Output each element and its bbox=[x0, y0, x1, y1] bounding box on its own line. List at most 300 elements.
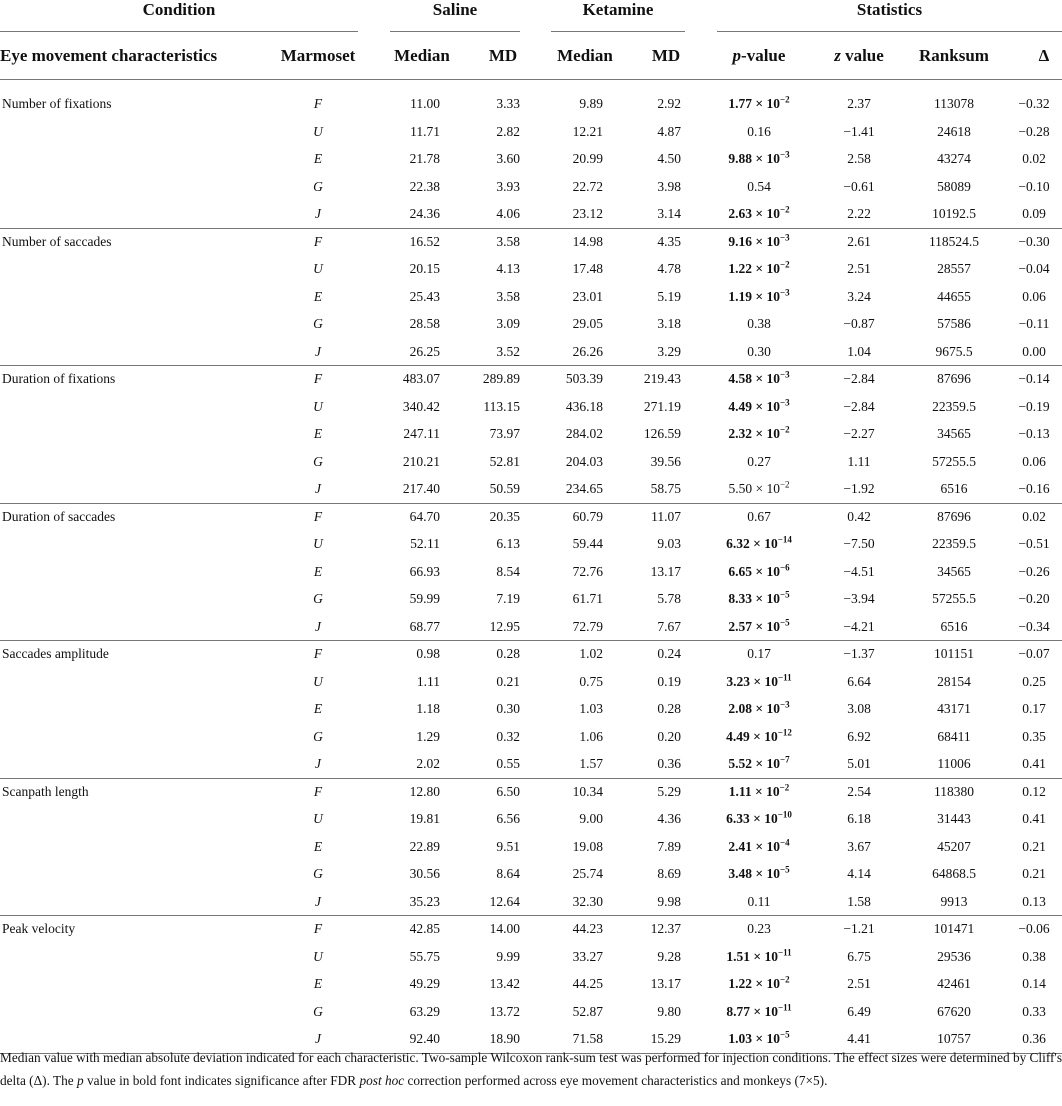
z-value-cell: 6.64 bbox=[847, 673, 871, 689]
group-divider bbox=[0, 640, 1062, 641]
marmoset-cell: G bbox=[313, 728, 323, 744]
ketamine-median-cell: 52.87 bbox=[572, 1003, 603, 1019]
delta-cell: −0.13 bbox=[1018, 426, 1050, 441]
marmoset-cell: E bbox=[313, 288, 323, 304]
saline-median-cell: 22.38 bbox=[409, 178, 440, 194]
saline-md-cell: 3.09 bbox=[496, 316, 520, 331]
ranksum-cell: 45207 bbox=[937, 838, 971, 854]
p-value-base: 1.19 × 10 bbox=[728, 288, 780, 304]
p-value-cell bbox=[706, 893, 812, 911]
z-value-cell: −4.51 bbox=[843, 563, 875, 579]
z-value-cell: 2.51 bbox=[847, 976, 871, 991]
header-rule bbox=[0, 79, 1062, 80]
p-value-cell bbox=[706, 1003, 812, 1021]
marmoset-cell: E bbox=[313, 701, 323, 716]
saline-md-cell: 20.35 bbox=[489, 508, 520, 524]
ketamine-md-cell: 126.59 bbox=[643, 426, 681, 441]
header-delta: Δ bbox=[1038, 46, 1050, 65]
z-value-cell: 2.22 bbox=[847, 206, 871, 221]
group-condition-label: Condition bbox=[142, 0, 216, 19]
ketamine-md-cell: 8.69 bbox=[657, 866, 681, 881]
ranksum-cell: 24618 bbox=[937, 123, 971, 139]
ranksum-cell: 9913 bbox=[940, 893, 968, 909]
saline-md-cell: 0.21 bbox=[496, 673, 520, 689]
p-value-base: 8.33 × 10 bbox=[728, 591, 780, 606]
group-saline-label: Saline bbox=[432, 0, 478, 19]
saline-median-cell: 68.77 bbox=[409, 618, 440, 634]
ketamine-md-cell: 271.19 bbox=[643, 398, 681, 414]
p-value-cell bbox=[706, 535, 812, 553]
ketamine-md-cell: 4.35 bbox=[657, 233, 681, 249]
saline-median-cell: 92.40 bbox=[409, 1031, 440, 1046]
ketamine-md-cell: 0.20 bbox=[657, 728, 681, 744]
footnote-p-italic: p bbox=[76, 1073, 84, 1088]
saline-md-cell: 3.93 bbox=[496, 178, 520, 194]
ranksum-cell: 57586 bbox=[937, 316, 971, 331]
z-value-cell: 6.75 bbox=[847, 948, 871, 964]
saline-median-cell: 22.89 bbox=[409, 838, 440, 854]
ketamine-md-cell: 11.07 bbox=[651, 508, 681, 524]
delta-cell: −0.16 bbox=[1018, 481, 1050, 496]
delta-cell: 0.17 bbox=[1022, 701, 1046, 716]
footnote-posthoc-italic: post hoc bbox=[359, 1073, 405, 1088]
p-value-exponent: −2 bbox=[779, 782, 790, 792]
saline-median-cell: 1.11 bbox=[416, 673, 440, 689]
ranksum-cell: 31443 bbox=[937, 811, 971, 826]
p-value-exponent: −5 bbox=[779, 1029, 790, 1040]
table-row bbox=[0, 535, 1062, 562]
ketamine-median-cell: 1.03 bbox=[579, 701, 603, 716]
p-value-base: 9.88 × 10 bbox=[728, 151, 780, 166]
z-value-cell: −1.37 bbox=[843, 646, 875, 661]
ketamine-median-cell: 1.02 bbox=[579, 646, 603, 661]
z-value-cell: 3.08 bbox=[847, 701, 871, 716]
delta-cell: 0.14 bbox=[1022, 976, 1046, 991]
p-value-base: 1.77 × 10 bbox=[728, 96, 780, 111]
saline-md-cell: 289.89 bbox=[482, 371, 520, 386]
table-row bbox=[0, 645, 1062, 672]
characteristic-cell: Scanpath length bbox=[2, 783, 89, 799]
saline-md-cell: 8.64 bbox=[496, 866, 520, 881]
p-value-cell bbox=[706, 700, 812, 718]
saline-md-cell: 73.97 bbox=[489, 426, 520, 441]
ketamine-md-cell: 9.03 bbox=[657, 536, 681, 551]
ranksum-cell: 64868.5 bbox=[932, 866, 976, 881]
delta-cell: −0.32 bbox=[1018, 96, 1050, 111]
delta-cell: −0.28 bbox=[1018, 123, 1050, 139]
p-value-base: 3.48 × 10 bbox=[728, 866, 780, 881]
z-value-cell: −1.21 bbox=[843, 921, 875, 936]
saline-median-cell: 483.07 bbox=[402, 371, 440, 386]
p-value-base: 0.54 bbox=[747, 178, 771, 194]
saline-median-cell: 16.52 bbox=[409, 233, 440, 249]
table-row bbox=[0, 700, 1062, 727]
z-value-cell: −1.41 bbox=[843, 123, 875, 139]
saline-md-cell: 50.59 bbox=[489, 481, 520, 496]
ketamine-md-cell: 3.29 bbox=[657, 343, 681, 359]
marmoset-cell: J bbox=[315, 481, 321, 496]
p-value-base: 6.65 × 10 bbox=[728, 563, 780, 579]
ketamine-median-cell: 25.74 bbox=[572, 866, 603, 881]
z-value-cell: 6.49 bbox=[847, 1003, 871, 1019]
delta-cell: 0.06 bbox=[1022, 453, 1046, 469]
ketamine-md-cell: 4.78 bbox=[657, 261, 681, 276]
marmoset-cell: E bbox=[313, 838, 323, 854]
delta-cell: 0.21 bbox=[1022, 866, 1046, 881]
characteristic-cell: Peak velocity bbox=[2, 921, 76, 936]
p-value-exponent: −5 bbox=[779, 864, 790, 875]
saline-median-cell: 35.23 bbox=[409, 893, 440, 909]
saline-md-cell: 6.56 bbox=[496, 811, 520, 826]
group-condition bbox=[0, 0, 358, 34]
delta-cell: −0.20 bbox=[1018, 591, 1050, 606]
ketamine-median-cell: 20.99 bbox=[572, 151, 603, 166]
ranksum-cell: 42461 bbox=[937, 976, 971, 991]
p-value-base: 8.77 × 10 bbox=[726, 1003, 778, 1019]
p-value-base: 6.32 × 10 bbox=[726, 536, 778, 551]
p-value-base: 4.49 × 10 bbox=[728, 398, 780, 414]
saline-median-cell: 247.11 bbox=[403, 426, 440, 441]
p-value-base: 2.41 × 10 bbox=[728, 838, 780, 854]
marmoset-cell: F bbox=[313, 96, 323, 111]
delta-cell: 0.38 bbox=[1022, 948, 1046, 964]
saline-median-cell: 21.78 bbox=[409, 151, 440, 166]
p-value-base: 4.58 × 10 bbox=[728, 371, 780, 386]
p-value-cell bbox=[706, 920, 812, 938]
p-value-cell bbox=[706, 288, 812, 306]
table-row bbox=[0, 453, 1062, 480]
saline-md-cell: 7.19 bbox=[496, 591, 520, 606]
ranksum-cell: 28154 bbox=[937, 673, 971, 689]
delta-cell: 0.36 bbox=[1022, 1031, 1046, 1046]
ranksum-cell: 29536 bbox=[937, 948, 971, 964]
ketamine-median-cell: 12.21 bbox=[572, 123, 603, 139]
delta-cell: 0.09 bbox=[1022, 206, 1046, 221]
header-p-italic: p bbox=[732, 46, 742, 65]
delta-cell: 0.00 bbox=[1022, 343, 1046, 359]
saline-md-cell: 52.81 bbox=[489, 453, 520, 469]
p-value-exponent: −12 bbox=[777, 727, 792, 737]
marmoset-cell: G bbox=[313, 866, 323, 881]
ketamine-md-cell: 0.28 bbox=[657, 701, 681, 716]
ketamine-md-cell: 13.17 bbox=[650, 976, 681, 991]
p-value-cell bbox=[706, 618, 812, 636]
delta-cell: −0.14 bbox=[1018, 371, 1050, 386]
p-value-base: 0.30 bbox=[747, 343, 771, 359]
z-value-cell: −4.21 bbox=[843, 618, 875, 634]
ketamine-md-cell: 5.78 bbox=[657, 591, 681, 606]
delta-cell: −0.07 bbox=[1018, 646, 1050, 661]
group-divider bbox=[0, 365, 1062, 366]
z-value-cell: −0.61 bbox=[843, 178, 875, 194]
saline-median-cell: 28.58 bbox=[409, 316, 440, 331]
p-value-cell bbox=[706, 480, 812, 498]
saline-md-cell: 14.00 bbox=[489, 921, 520, 936]
delta-cell: −0.26 bbox=[1018, 563, 1050, 579]
ketamine-median-cell: 9.00 bbox=[579, 811, 603, 826]
ketamine-md-cell: 7.89 bbox=[657, 838, 681, 854]
marmoset-cell: J bbox=[315, 343, 321, 359]
delta-cell: −0.19 bbox=[1018, 398, 1050, 414]
p-value-exponent: −11 bbox=[777, 947, 792, 957]
p-value-cell bbox=[706, 343, 812, 361]
ranksum-cell: 113078 bbox=[934, 96, 974, 111]
p-value-exponent: −2 bbox=[779, 94, 790, 105]
delta-cell: 0.41 bbox=[1022, 756, 1046, 771]
z-value-cell: −0.87 bbox=[843, 316, 875, 331]
p-value-base: 0.16 bbox=[747, 123, 771, 139]
marmoset-cell: U bbox=[313, 948, 323, 964]
characteristic-cell: Number of fixations bbox=[2, 96, 112, 111]
saline-median-cell: 24.36 bbox=[409, 206, 440, 221]
p-value-base: 3.23 × 10 bbox=[726, 673, 778, 689]
ketamine-median-cell: 71.58 bbox=[572, 1031, 603, 1046]
marmoset-cell: U bbox=[313, 398, 323, 414]
p-value-exponent: −2 bbox=[779, 479, 790, 490]
ranksum-cell: 22359.5 bbox=[932, 536, 976, 551]
delta-cell: 0.33 bbox=[1022, 1003, 1046, 1019]
table-row bbox=[0, 315, 1062, 342]
ranksum-cell: 57255.5 bbox=[932, 453, 976, 469]
saline-median-cell: 30.56 bbox=[409, 866, 440, 881]
marmoset-cell: G bbox=[313, 1003, 323, 1019]
marmoset-cell: J bbox=[315, 206, 321, 221]
saline-median-cell: 0.98 bbox=[416, 646, 440, 661]
table-row bbox=[0, 398, 1062, 425]
marmoset-cell: F bbox=[313, 646, 323, 661]
characteristic-cell: Duration of saccades bbox=[2, 508, 116, 524]
saline-median-cell: 11.71 bbox=[410, 123, 440, 139]
saline-md-cell: 0.28 bbox=[496, 646, 520, 661]
p-value-exponent: −10 bbox=[777, 809, 792, 820]
ketamine-median-cell: 1.57 bbox=[579, 756, 603, 771]
delta-cell: −0.11 bbox=[1018, 316, 1050, 331]
z-value-cell: −2.84 bbox=[843, 398, 875, 414]
table-row bbox=[0, 150, 1062, 177]
marmoset-cell: J bbox=[315, 618, 321, 634]
marmoset-cell: J bbox=[315, 893, 321, 909]
saline-md-cell: 3.58 bbox=[496, 288, 520, 304]
ketamine-md-cell: 3.18 bbox=[657, 316, 681, 331]
ketamine-median-cell: 9.89 bbox=[579, 96, 603, 111]
footnote-part3: correction performed across eye movement characteristics and monkeys (7×5). bbox=[404, 1073, 828, 1088]
saline-median-cell: 210.21 bbox=[402, 453, 440, 469]
ranksum-cell: 57255.5 bbox=[932, 591, 976, 606]
header-ketamine-median: Median bbox=[557, 46, 613, 65]
saline-median-cell: 20.15 bbox=[409, 261, 440, 276]
group-statistics bbox=[717, 0, 1062, 34]
delta-cell: −0.51 bbox=[1018, 536, 1050, 551]
table-row bbox=[0, 95, 1062, 122]
marmoset-cell: U bbox=[313, 536, 323, 551]
marmoset-cell: U bbox=[313, 673, 323, 689]
p-value-exponent: −6 bbox=[779, 562, 790, 572]
z-value-cell: 3.67 bbox=[847, 838, 871, 854]
p-value-base: 6.33 × 10 bbox=[726, 811, 778, 826]
p-value-cell bbox=[706, 838, 812, 856]
p-value-cell bbox=[706, 370, 812, 388]
p-value-base: 1.22 × 10 bbox=[728, 261, 780, 276]
header-saline-median: Median bbox=[394, 46, 450, 65]
z-value-cell: 1.04 bbox=[847, 343, 871, 359]
p-value-cell bbox=[706, 453, 812, 471]
marmoset-cell: G bbox=[313, 453, 323, 469]
saline-md-cell: 0.30 bbox=[496, 701, 520, 716]
saline-median-cell: 19.81 bbox=[409, 811, 440, 826]
saline-median-cell: 63.29 bbox=[409, 1003, 440, 1019]
marmoset-cell: F bbox=[313, 783, 323, 799]
ketamine-median-cell: 29.05 bbox=[572, 316, 603, 331]
ketamine-md-cell: 5.19 bbox=[657, 288, 681, 304]
table-row bbox=[0, 948, 1062, 975]
ranksum-cell: 9675.5 bbox=[935, 343, 973, 359]
group-divider bbox=[0, 915, 1062, 916]
z-value-cell: 2.51 bbox=[847, 261, 871, 276]
p-value-exponent: −3 bbox=[779, 397, 790, 407]
ranksum-cell: 67620 bbox=[937, 1003, 971, 1019]
ketamine-md-cell: 3.14 bbox=[657, 206, 681, 221]
table-row bbox=[0, 508, 1062, 535]
saline-md-cell: 3.60 bbox=[496, 151, 520, 166]
delta-cell: 0.02 bbox=[1022, 151, 1046, 166]
ranksum-cell: 6516 bbox=[940, 481, 968, 496]
p-value-base: 2.32 × 10 bbox=[728, 426, 780, 441]
z-value-cell: 0.42 bbox=[847, 508, 871, 524]
p-value-cell bbox=[706, 783, 812, 801]
header-p-value bbox=[706, 46, 812, 70]
header-z-value bbox=[812, 46, 906, 70]
table-row bbox=[0, 783, 1062, 810]
table-row bbox=[0, 810, 1062, 837]
ketamine-median-cell: 14.98 bbox=[572, 233, 603, 249]
marmoset-cell: E bbox=[313, 563, 323, 579]
p-value-cell bbox=[706, 123, 812, 141]
saline-median-cell: 340.42 bbox=[402, 398, 440, 414]
ketamine-median-cell: 23.12 bbox=[572, 206, 603, 221]
ketamine-median-cell: 1.06 bbox=[579, 728, 603, 744]
ketamine-md-cell: 9.28 bbox=[657, 948, 681, 964]
ketamine-md-cell: 4.50 bbox=[657, 151, 681, 166]
table-row bbox=[0, 233, 1062, 260]
marmoset-cell: J bbox=[315, 1031, 321, 1046]
marmoset-cell: G bbox=[313, 591, 323, 606]
ketamine-md-cell: 13.17 bbox=[650, 563, 681, 579]
p-value-base: 2.08 × 10 bbox=[728, 701, 780, 716]
ketamine-md-cell: 2.92 bbox=[657, 96, 681, 111]
delta-cell: −0.30 bbox=[1018, 233, 1050, 249]
ketamine-md-cell: 15.29 bbox=[650, 1031, 681, 1046]
p-value-cell bbox=[706, 260, 812, 278]
saline-median-cell: 59.99 bbox=[409, 591, 440, 606]
group-divider bbox=[0, 228, 1062, 229]
saline-median-cell: 1.18 bbox=[416, 701, 440, 716]
p-value-cell bbox=[706, 425, 812, 443]
saline-md-cell: 2.82 bbox=[496, 123, 520, 139]
ranksum-cell: 101151 bbox=[934, 646, 974, 661]
saline-median-cell: 2.02 bbox=[416, 756, 440, 771]
p-value-base: 0.11 bbox=[747, 893, 771, 909]
ketamine-median-cell: 72.79 bbox=[572, 618, 603, 634]
p-value-exponent: −11 bbox=[777, 672, 792, 682]
saline-md-cell: 0.55 bbox=[496, 756, 520, 771]
marmoset-cell: E bbox=[313, 151, 323, 166]
p-value-cell bbox=[706, 150, 812, 168]
ketamine-md-cell: 0.19 bbox=[657, 673, 681, 689]
ketamine-md-cell: 4.36 bbox=[657, 811, 681, 826]
marmoset-cell: J bbox=[315, 756, 321, 771]
p-value-base: 0.23 bbox=[747, 921, 771, 936]
p-value-cell bbox=[706, 205, 812, 223]
p-value-cell bbox=[706, 315, 812, 333]
p-value-exponent: −3 bbox=[779, 369, 790, 380]
ranksum-cell: 28557 bbox=[937, 261, 971, 276]
marmoset-cell: U bbox=[313, 811, 323, 826]
delta-cell: −0.10 bbox=[1018, 178, 1050, 194]
delta-cell: 0.41 bbox=[1022, 811, 1046, 826]
saline-md-cell: 8.54 bbox=[496, 563, 520, 579]
saline-median-cell: 25.43 bbox=[409, 288, 440, 304]
saline-md-cell: 3.58 bbox=[496, 233, 520, 249]
ketamine-md-cell: 12.37 bbox=[650, 921, 681, 936]
saline-median-cell: 42.85 bbox=[409, 921, 440, 936]
p-value-cell bbox=[706, 810, 812, 828]
ketamine-median-cell: 61.71 bbox=[572, 591, 603, 606]
ranksum-cell: 87696 bbox=[937, 371, 971, 386]
marmoset-cell: G bbox=[313, 316, 323, 331]
p-value-cell bbox=[706, 590, 812, 608]
p-value-base: 9.16 × 10 bbox=[728, 233, 780, 249]
header-characteristic: Eye movement characteristics bbox=[0, 46, 218, 65]
saline-median-cell: 49.29 bbox=[409, 976, 440, 991]
p-value-base: 1.03 × 10 bbox=[728, 1031, 780, 1046]
table-row bbox=[0, 288, 1062, 315]
p-value-base: 0.27 bbox=[747, 453, 771, 469]
p-value-exponent: −2 bbox=[779, 974, 790, 985]
p-value-cell bbox=[706, 398, 812, 416]
z-value-cell: 5.01 bbox=[847, 756, 871, 771]
p-value-exponent: −2 bbox=[779, 424, 790, 435]
ketamine-md-cell: 5.29 bbox=[657, 783, 681, 799]
ranksum-cell: 34565 bbox=[937, 426, 971, 441]
table-row bbox=[0, 370, 1062, 397]
z-value-cell: −1.92 bbox=[843, 481, 875, 496]
p-value-cell bbox=[706, 755, 812, 773]
z-value-cell: 6.92 bbox=[847, 728, 871, 744]
z-value-cell: −2.84 bbox=[843, 371, 875, 386]
table-row bbox=[0, 975, 1062, 1002]
saline-md-cell: 18.90 bbox=[489, 1031, 520, 1046]
ranksum-cell: 58089 bbox=[937, 178, 971, 194]
characteristic-cell: Saccades amplitude bbox=[2, 646, 109, 661]
z-value-cell: 4.41 bbox=[847, 1031, 871, 1046]
characteristic-cell: Duration of fixations bbox=[2, 371, 116, 386]
z-value-cell: 6.18 bbox=[847, 811, 871, 826]
table-row bbox=[0, 920, 1062, 947]
ketamine-median-cell: 26.26 bbox=[572, 343, 603, 359]
p-value-base: 5.50 × 10 bbox=[728, 481, 780, 496]
table-row bbox=[0, 563, 1062, 590]
z-value-cell: 2.54 bbox=[847, 783, 871, 799]
ketamine-median-cell: 436.18 bbox=[565, 398, 603, 414]
z-value-cell: −7.50 bbox=[843, 536, 875, 551]
p-value-cell bbox=[706, 728, 812, 746]
p-value-cell bbox=[706, 673, 812, 691]
p-value-base: 0.38 bbox=[747, 316, 771, 331]
ranksum-cell: 43274 bbox=[937, 151, 971, 166]
z-value-cell: 2.37 bbox=[847, 96, 871, 111]
delta-cell: 0.25 bbox=[1022, 673, 1046, 689]
table-row bbox=[0, 425, 1062, 452]
